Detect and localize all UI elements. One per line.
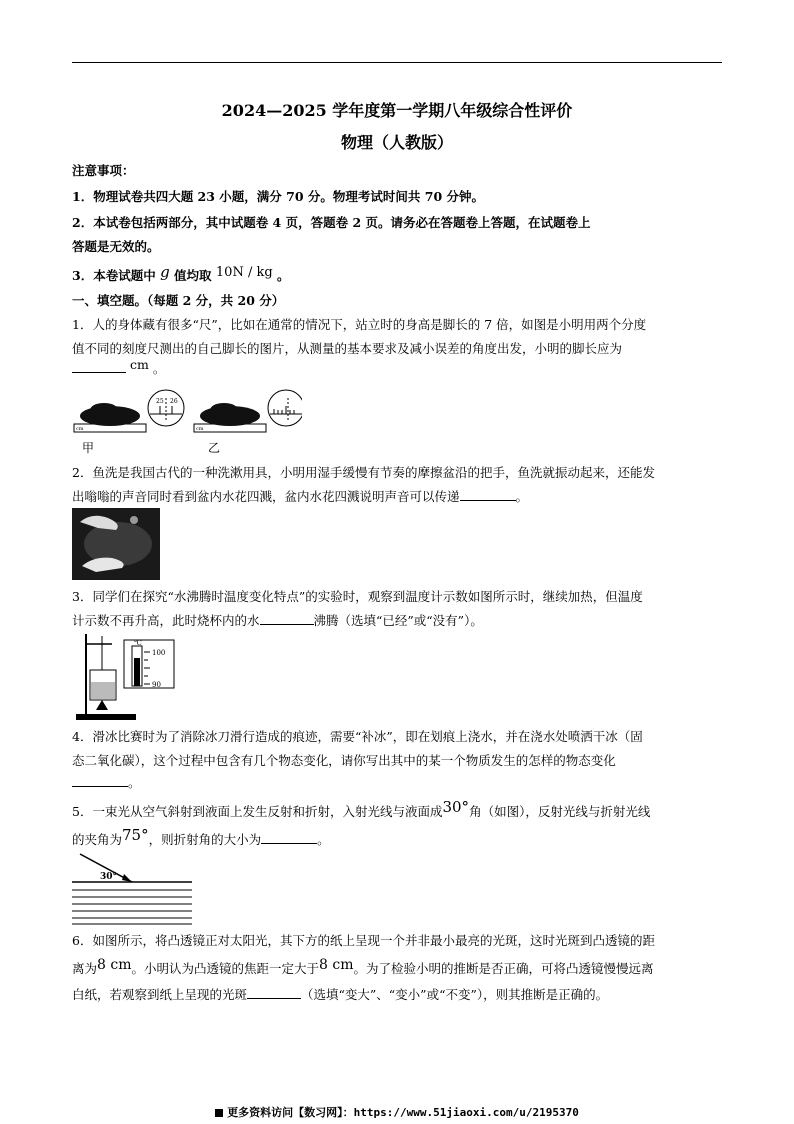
q3-answer-blank[interactable] bbox=[260, 610, 314, 625]
q2-end: 。 bbox=[515, 489, 529, 504]
q6-line2-text-b: 。小明认为凸透镜的焦距一定大于 bbox=[131, 961, 320, 976]
q4-end: 。 bbox=[128, 775, 141, 790]
q5-line1-text-b: 角（如图），反射光线与折射光线 bbox=[469, 804, 651, 819]
flag-icon bbox=[215, 1109, 223, 1117]
section-1-heading: 一、填空题。（每题 2 分，共 20 分） bbox=[72, 293, 285, 308]
q2-line1: 2．鱼洗是我国古代的一种洗漱用具，小明用湿手缓慢有节奏的摩擦盆沿的把手，鱼洗就振动起来，还能发 bbox=[72, 465, 655, 480]
notes-heading: 注意事项： bbox=[72, 163, 135, 178]
q3-line1: 3．同学们在探究“水沸腾时温度变化特点”的实验时，观察到温度计示数如图所示时，继续加热，但温度 bbox=[72, 589, 643, 604]
q5-line1-text-a: 5．一束光从空气斜射到液面上发生反射和折射，入射光线与液面成 bbox=[72, 804, 443, 819]
q3-thermo-unit: ℃ bbox=[134, 639, 142, 647]
q6-line3-text-a: 白纸，若观察到纸上呈现的光斑 bbox=[72, 987, 248, 1002]
q1-tick-26-a: 26 bbox=[170, 398, 178, 405]
q5-line2-text-b: ，则折射角的大小为 bbox=[148, 832, 262, 847]
q6-line2-text-a: 离为 bbox=[72, 961, 98, 976]
note-2-line1: 2．本试卷包括两部分，其中试题卷 4 页，答题卷 2 页。请务必在答题卷上答题，在试题卷上 bbox=[72, 215, 591, 230]
q6-line3-text-b: （选填“变大”、“变小”或“不变”），则其推断是正确的。 bbox=[301, 987, 609, 1002]
q1-ruler-unit-a: cm bbox=[76, 426, 84, 432]
page-title: 2024—2025 学年度第一学期八年级综合性评价 bbox=[221, 101, 573, 120]
q6-line2 bbox=[72, 958, 732, 980]
footer bbox=[0, 1104, 794, 1120]
q6-line2-text-c: 。为了检验小明的推断是否正确，可将凸透镜慢慢远离 bbox=[353, 961, 654, 976]
q1-answer-blank[interactable] bbox=[72, 358, 126, 373]
note-3-text-a: 3．本卷试题中 bbox=[72, 268, 156, 283]
q5-answer-blank[interactable] bbox=[261, 829, 317, 844]
q2-answer-blank[interactable] bbox=[460, 486, 516, 501]
q5-angle-75: 75° bbox=[122, 826, 149, 844]
q3-line2 bbox=[72, 610, 732, 632]
q5-line1 bbox=[72, 800, 732, 823]
q3-line2-text-b: 沸腾（选填“已经”或“没有”）。 bbox=[313, 613, 483, 628]
q5-figure bbox=[72, 852, 197, 926]
q2-line2 bbox=[72, 486, 732, 508]
q5-line2-text-a: 的夹角为 bbox=[72, 832, 123, 847]
q4-line1: 4．滑冰比赛时为了消除冰刀滑行造成的痕迹，需要“补冰”，即在划痕上浇水，并在浇水处喷洒干冰（固 bbox=[72, 729, 643, 744]
q1-label-a: 甲 bbox=[82, 441, 95, 455]
q1-line2: 值不同的刻度尺测出的自己脚长的图片，从测量的基本要求及减小误差的角度出发，小明的脚长应为 bbox=[72, 341, 623, 356]
note-3-text-b: 值均取 bbox=[174, 268, 212, 283]
q5-angle-30: 30° bbox=[442, 798, 470, 816]
q4-answer-blank[interactable] bbox=[72, 772, 128, 787]
q4-line3 bbox=[72, 772, 732, 794]
q3-line2-text-a: 计示数不再升高，此时烧杯内的水 bbox=[72, 613, 260, 628]
top-rule bbox=[72, 62, 722, 63]
q1-line3 bbox=[72, 358, 732, 380]
note-3 bbox=[72, 264, 732, 288]
q2-line2-text: 出嗡嗡的声音同时看到盆内水花四溅，盆内水花四溅说明声音可以传递 bbox=[72, 489, 460, 504]
note-1: 1．物理试卷共四大题 23 小题，满分 70 分。物理考试时间共 70 分钟。 bbox=[72, 189, 484, 204]
note-3-value: 10N / kg bbox=[215, 265, 273, 280]
q1-tick-25-a: 25 bbox=[156, 398, 164, 405]
q5-figure-angle: 30° bbox=[100, 872, 118, 882]
q4-line2: 态二氧化碳），这个过程中包含有几个物态变化，请你写出其中的某一个物质发生的怎样的物态变化 bbox=[72, 753, 616, 768]
page-subtitle: 物理（人教版） bbox=[340, 133, 453, 152]
q2-figure bbox=[72, 508, 160, 580]
q1-figure bbox=[72, 386, 302, 458]
q6-line1: 6．如图所示，将凸透镜正对太阳光，其下方的纸上呈现一个并非最小最亮的光斑，这时光斑到凸透镜的距 bbox=[72, 933, 655, 948]
q6-distance-1: 8 cm bbox=[97, 957, 132, 973]
footer-link[interactable]: 更多资料访问【数习网】：https://www.51jiaoxi.com/u/2195370 bbox=[227, 1106, 579, 1119]
q1-label-b: 乙 bbox=[208, 441, 221, 455]
q1-end: 。 bbox=[152, 361, 166, 376]
q1-figure-a bbox=[74, 390, 184, 455]
q6-answer-blank[interactable] bbox=[247, 984, 301, 999]
q5-line2 bbox=[72, 828, 732, 851]
note-2-line2: 答题是无效的。 bbox=[72, 239, 160, 254]
q1-line1: 1．人的身体藏有很多“尺”，比如在通常的情况下，站立时的身高是脚长的 7 倍，如图是小明用两个分度 bbox=[72, 317, 647, 332]
q1-figure-b bbox=[194, 390, 302, 455]
q5-end: 。 bbox=[317, 832, 330, 847]
q6-line3 bbox=[72, 984, 732, 1006]
q6-distance-2: 8 cm bbox=[319, 957, 354, 973]
q3-figure bbox=[72, 630, 182, 722]
note-3-g: g bbox=[160, 263, 170, 281]
q1-ruler-unit-b: cm bbox=[196, 426, 204, 432]
q1-unit: cm bbox=[129, 357, 149, 372]
q3-tick-90: 90 bbox=[152, 681, 161, 689]
q3-tick-100: 100 bbox=[152, 649, 166, 657]
note-3-end: 。 bbox=[277, 268, 290, 283]
